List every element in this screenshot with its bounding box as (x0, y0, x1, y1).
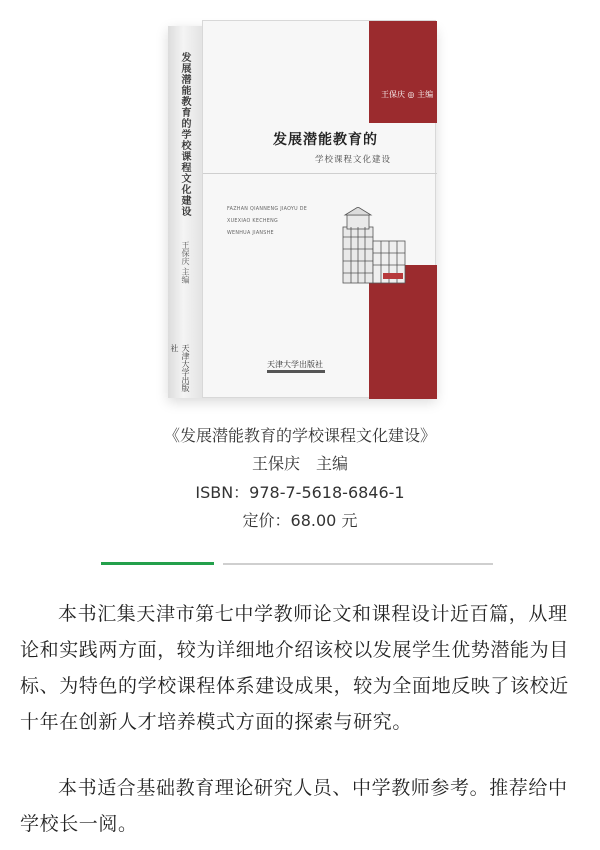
book-front-cover (202, 20, 436, 398)
spine-publisher: 天津大学出版社 (170, 344, 190, 392)
recommendation-paragraph: 本书适合基础教育理论研究人员、中学教师参考。推荐给中学校长一阅。 (20, 777, 568, 835)
divider-line (223, 563, 493, 565)
book-spine (168, 26, 203, 398)
book-isbn: ISBN：978-7-5618-6846-1 (195, 483, 405, 502)
book-title-caption: 《发展潜能教育的学校课程文化建设》 (163, 426, 436, 445)
book-author-caption: 王保庆 主编 (251, 454, 348, 473)
book-cover-image (168, 20, 436, 398)
cover-subtitle: 学校课程文化建设 (315, 155, 392, 165)
building-illustration (337, 207, 409, 285)
cover-publisher-bar (267, 370, 325, 373)
cover-red-block-bottom (369, 265, 437, 399)
spine-author: 王保庆 主编 (181, 241, 190, 284)
book-price: 定价：68.00 元 (242, 511, 358, 530)
cover-pinyin-line: XUEXIAO KECHENG (227, 219, 278, 224)
cover-rule (203, 173, 437, 174)
cover-publisher: 天津大学出版社 (267, 360, 323, 369)
cover-editor-label: 王保庆 ◎ 主编 (381, 90, 434, 99)
cover-pinyin-line: FAZHAN QIANNENG JIAOYU DE (227, 207, 308, 212)
cover-title: 发展潜能教育的 (273, 132, 378, 148)
description-paragraph: 本书汇集天津市第七中学教师论文和课程设计近百篇，从理论和实践两方面，较为详细地介绍该校以发展学生优势潜能为目标、为特色的学校课程体系建设成果，较为全面地反映了该校近十年在创新人才培养模式方面的探索与研究。 (20, 603, 569, 733)
cover-red-block-top (369, 21, 437, 123)
divider-accent (101, 562, 214, 565)
cover-pinyin-line: WENHUA JIANSHE (227, 231, 274, 236)
spine-title: 发展潜能教育的学校课程文化建设 (179, 52, 190, 217)
